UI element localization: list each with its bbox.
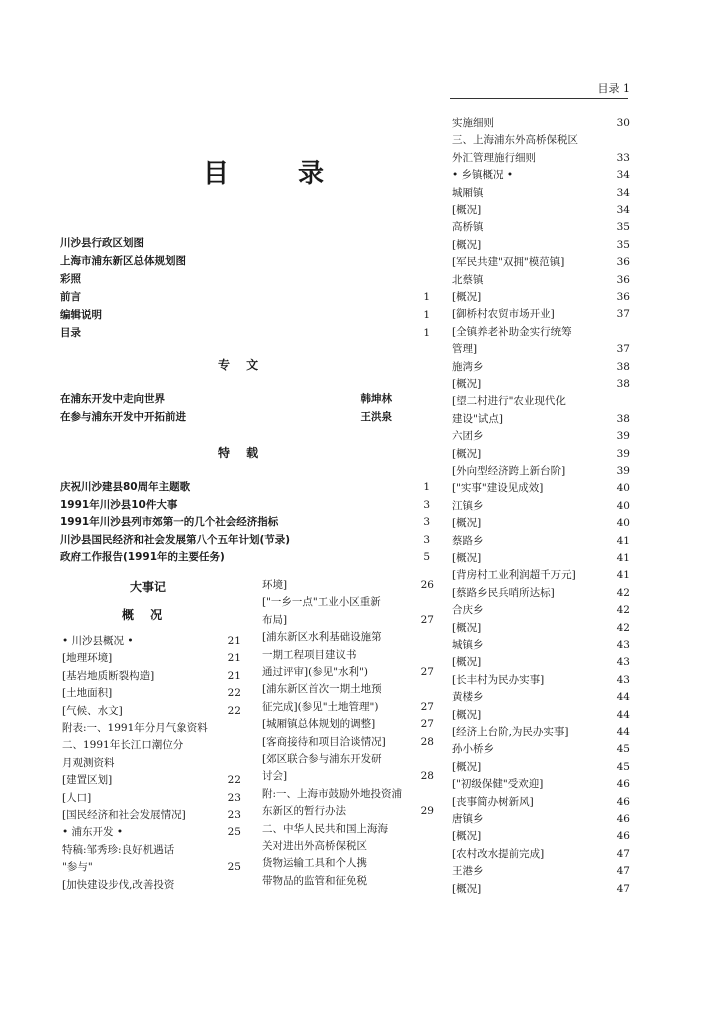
col1_top-page-number: 1 xyxy=(423,309,430,321)
colC-page-number: 42 xyxy=(616,586,630,599)
colC-entry: ["初级保健"受欢迎] xyxy=(452,778,544,791)
section-heading-tezai: 特 载 xyxy=(218,446,265,460)
colC-entry: [概况] xyxy=(452,760,482,773)
colB-page-number: 27 xyxy=(420,700,434,713)
colC-entry: 唐镇乡 xyxy=(452,813,484,825)
colC-page-number: 45 xyxy=(616,760,630,773)
colC-page-number: 30 xyxy=(616,117,630,129)
colC-page-number: 46 xyxy=(616,813,630,825)
colB-page-number: 26 xyxy=(420,579,434,591)
zhuanwen-entry: 在浦东开发中走向世界 xyxy=(60,393,165,405)
colC-entry: [丧事简办树新风] xyxy=(452,795,534,808)
colC-entry: 北蔡镇 xyxy=(452,273,484,286)
colA-page-number: 22 xyxy=(227,687,241,700)
tezai-entry: 庆祝川沙建县80周年主题歌 xyxy=(60,481,191,493)
colC-page-number: 44 xyxy=(616,691,630,704)
colC-entry: 王港乡 xyxy=(452,865,484,878)
colB-entry: 讨会] xyxy=(262,770,288,783)
colC-entry: 外汇管理施行细则 xyxy=(452,151,536,164)
colB-entry: [浦东新区水利基础设施第 xyxy=(262,631,382,644)
colA-page-number: 25 xyxy=(227,861,241,874)
col1_top-page-number: 1 xyxy=(423,327,430,339)
colC-page-number: 43 xyxy=(616,673,630,686)
colC-entry: • 乡镇概况 • xyxy=(452,169,514,182)
tezai-entry: 政府工作报告(1991年的主要任务) xyxy=(60,551,225,563)
colC-page-number: 38 xyxy=(616,378,630,390)
colC-entry: 施湾乡 xyxy=(452,360,484,373)
colC-page-number: 39 xyxy=(616,430,630,443)
colC-page-number: 46 xyxy=(616,830,630,843)
colA-entry: [气候、水文] xyxy=(62,704,123,717)
colC-page-number: 34 xyxy=(616,186,630,199)
colC-page-number: 43 xyxy=(616,639,630,651)
colC-entry: [概况] xyxy=(452,517,482,530)
colB-entry: 附:一、上海市鼓励外地投资浦 xyxy=(262,787,403,800)
tezai-page-number: 5 xyxy=(423,551,430,563)
tezai-page-number: 1 xyxy=(423,481,430,493)
section-heading-zhuanwen: 专 文 xyxy=(218,358,265,372)
colC-page-number: 42 xyxy=(616,621,630,634)
colA-page-number: 22 xyxy=(227,704,241,717)
colC-page-number: 42 xyxy=(616,604,630,617)
colB-entry: [城厢镇总体规划的调整] xyxy=(262,718,376,731)
col1_top-page-number: 1 xyxy=(423,291,430,303)
colC-entry: [概况] xyxy=(452,204,482,216)
colA-entry: [土地面积] xyxy=(62,687,113,700)
colC-page-number: 34 xyxy=(616,204,630,216)
colC-page-number: 41 xyxy=(616,552,630,564)
tezai-page-number: 3 xyxy=(423,498,430,511)
colC-entry: 高桥镇 xyxy=(452,221,484,234)
zhuanwen-entry: 在参与浦东开发中开拓前进 xyxy=(60,411,186,423)
colB-page-number: 28 xyxy=(420,770,434,783)
colA-page-number: 21 xyxy=(227,652,241,665)
col1_top-entry: 川沙县行政区划图 xyxy=(60,237,144,249)
colC-page-number: 41 xyxy=(616,534,630,547)
colC-page-number: 46 xyxy=(616,795,630,808)
colC-entry: 三、上海浦东外高桥保税区 xyxy=(452,134,578,147)
colA-entry: 特稿:邹秀珍:良好机遇话 xyxy=(62,843,175,856)
colC-entry: [背房村工业利润超千万元] xyxy=(452,569,576,582)
colC-entry: [概况] xyxy=(452,378,482,390)
colC-page-number: 36 xyxy=(616,291,630,303)
colC-page-number: 41 xyxy=(616,569,630,582)
colC-page-number: 45 xyxy=(616,743,630,756)
col1_top-entry: 编辑说明 xyxy=(60,309,102,321)
colC-entry: 孙小桥乡 xyxy=(452,743,494,756)
colA-page-number: 23 xyxy=(227,809,241,821)
colA-page-number: 22 xyxy=(227,774,241,787)
colB-page-number: 27 xyxy=(420,718,434,731)
colA-entry: "参与" xyxy=(62,861,93,874)
colC-entry: [蔡路乡民兵哨所达标] xyxy=(452,586,555,599)
colC-entry: [外向型经济跨上新台阶] xyxy=(452,465,566,477)
colA-entry: [基岩地质断裂构造] xyxy=(62,669,155,682)
colC-page-number: 43 xyxy=(616,656,630,669)
colC-entry: 建设"试点] xyxy=(452,412,503,425)
col1_top-entry: 上海市浦东新区总体规划图 xyxy=(60,255,186,267)
section-heading-gaikuang: 概 况 xyxy=(122,608,169,622)
colA-entry: [加快建设步伐,改善投资 xyxy=(62,878,175,891)
colB-entry: [客商接待和项目洽谈情况] xyxy=(262,735,386,748)
colC-entry: 黄楼乡 xyxy=(452,691,484,704)
running-head: 目录 1 xyxy=(597,82,630,95)
colC-page-number: 36 xyxy=(616,273,630,286)
colA-entry: 二、1991年长江口潮位分 xyxy=(62,739,184,752)
colC-entry: [概况] xyxy=(452,552,482,564)
colC-page-number: 46 xyxy=(616,778,630,791)
colC-page-number: 34 xyxy=(616,169,630,182)
colC-page-number: 37 xyxy=(616,343,630,356)
colC-entry: [农村改水提前完成] xyxy=(452,847,545,860)
colA-page-number: 21 xyxy=(227,669,241,682)
colC-page-number: 44 xyxy=(616,726,630,738)
colC-entry: 实施细则 xyxy=(452,117,494,129)
tezai-page-number: 3 xyxy=(423,533,430,546)
colC-entry: [御桥村农贸市场开业] xyxy=(452,308,555,321)
tezai-entry: 川沙县国民经济和社会发展第八个五年计划(节录) xyxy=(60,533,291,546)
colC-page-number: 40 xyxy=(616,517,630,530)
colC-page-number: 39 xyxy=(616,447,630,460)
zhuanwen-page-number: 韩坤林 xyxy=(360,393,392,405)
colA-entry: • 浦东开发 • xyxy=(62,826,124,839)
colC-entry: [概况] xyxy=(452,708,482,721)
colC-entry: [概况] xyxy=(452,447,482,460)
colA-page-number: 23 xyxy=(227,791,241,804)
colB-entry: 环境] xyxy=(262,579,288,591)
colA-entry: 月观测资料 xyxy=(62,756,115,769)
colC-page-number: 35 xyxy=(616,238,630,251)
colC-page-number: 40 xyxy=(616,499,630,512)
tezai-entry: 1991年川沙县列市郊第一的几个社会经济指标 xyxy=(60,516,279,528)
zhuanwen-page-number: 王洪泉 xyxy=(360,411,392,423)
colB-entry: 二、中华人民共和国上海海 xyxy=(262,822,388,835)
colC-page-number: 38 xyxy=(616,360,630,373)
section-heading-dashiji: 大事记 xyxy=(130,580,167,594)
colB-entry: ["一乡一点"工业小区重新 xyxy=(262,596,381,609)
colC-entry: 六团乡 xyxy=(452,430,484,443)
colB-entry: 带物品的监管和征免税 xyxy=(262,874,367,887)
colA-page-number: 21 xyxy=(227,635,241,647)
colA-entry: [国民经济和社会发展情况] xyxy=(62,809,186,821)
colC-page-number: 38 xyxy=(616,412,630,425)
colB-page-number: 27 xyxy=(420,666,434,678)
colC-entry: [长丰村为民办实事] xyxy=(452,673,545,686)
colC-entry: [概况] xyxy=(452,238,482,251)
colA-entry: [建置区划] xyxy=(62,774,113,787)
colC-page-number: 36 xyxy=(616,256,630,269)
colB-entry: 东新区的暂行办法 xyxy=(262,805,346,818)
colC-entry: [军民共建"双拥"模范镇] xyxy=(452,256,565,269)
colA-entry: 附表:一、1991年分月气象资料 xyxy=(62,722,208,734)
colC-entry: [全镇养老补助金实行统筹 xyxy=(452,325,572,338)
colC-page-number: 35 xyxy=(616,221,630,234)
colC-entry: [概况] xyxy=(452,882,482,895)
colB-page-number: 27 xyxy=(420,613,434,626)
colC-entry: 合庆乡 xyxy=(452,604,484,617)
colB-entry: [郊区联合参与浦东开发研 xyxy=(262,753,382,765)
colC-page-number: 47 xyxy=(616,847,630,860)
colB-entry: 关对进出外高桥保税区 xyxy=(262,840,367,852)
colB-entry: 通过评审](参见"水利") xyxy=(262,666,368,678)
colC-page-number: 37 xyxy=(616,308,630,321)
colC-entry: 城厢镇 xyxy=(452,186,484,199)
colA-entry: • 川沙县概况 • xyxy=(62,635,134,647)
colC-entry: [概况] xyxy=(452,621,482,634)
colC-entry: [概况] xyxy=(452,830,482,843)
colC-page-number: 44 xyxy=(616,708,630,721)
colC-entry: ["实事"建设见成效] xyxy=(452,482,544,495)
colC-entry: [望二村进行"农业现代化 xyxy=(452,395,566,408)
colC-page-number: 47 xyxy=(616,882,630,895)
colC-entry: 蔡路乡 xyxy=(452,534,484,547)
tezai-page-number: 3 xyxy=(423,516,430,528)
colB-page-number: 29 xyxy=(420,805,434,818)
header-rule xyxy=(450,98,628,99)
col1_top-entry: 目录 xyxy=(60,327,81,339)
colB-entry: [浦东新区首次一期土地预 xyxy=(262,683,382,696)
colC-entry: 江镇乡 xyxy=(452,499,484,512)
colC-entry: 管理] xyxy=(452,343,478,356)
colB-page-number: 28 xyxy=(420,735,434,748)
colC-entry: [概况] xyxy=(452,291,482,303)
colA-page-number: 25 xyxy=(227,826,241,839)
colB-entry: 货物运输工具和个人携 xyxy=(262,857,367,870)
colC-page-number: 33 xyxy=(616,151,630,164)
colB-entry: 布局] xyxy=(262,613,288,626)
col1_top-entry: 彩照 xyxy=(60,273,81,285)
colB-entry: 征完成](参见"土地管理") xyxy=(262,700,379,713)
colC-entry: 城镇乡 xyxy=(452,639,484,651)
colC-page-number: 47 xyxy=(616,865,630,878)
colC-page-number: 39 xyxy=(616,465,630,477)
colA-entry: [地理环境] xyxy=(62,652,113,665)
colC-entry: [经济上台阶,为民办实事] xyxy=(452,726,569,738)
colC-page-number: 40 xyxy=(616,482,630,495)
colB-entry: 一期工程项目建议书 xyxy=(262,648,357,661)
tezai-entry: 1991年川沙县10件大事 xyxy=(60,498,178,511)
col1_top-entry: 前言 xyxy=(60,291,81,303)
colC-entry: [概况] xyxy=(452,656,482,669)
colA-entry: [人口] xyxy=(62,791,92,804)
page-title: 目 录 xyxy=(203,159,355,189)
